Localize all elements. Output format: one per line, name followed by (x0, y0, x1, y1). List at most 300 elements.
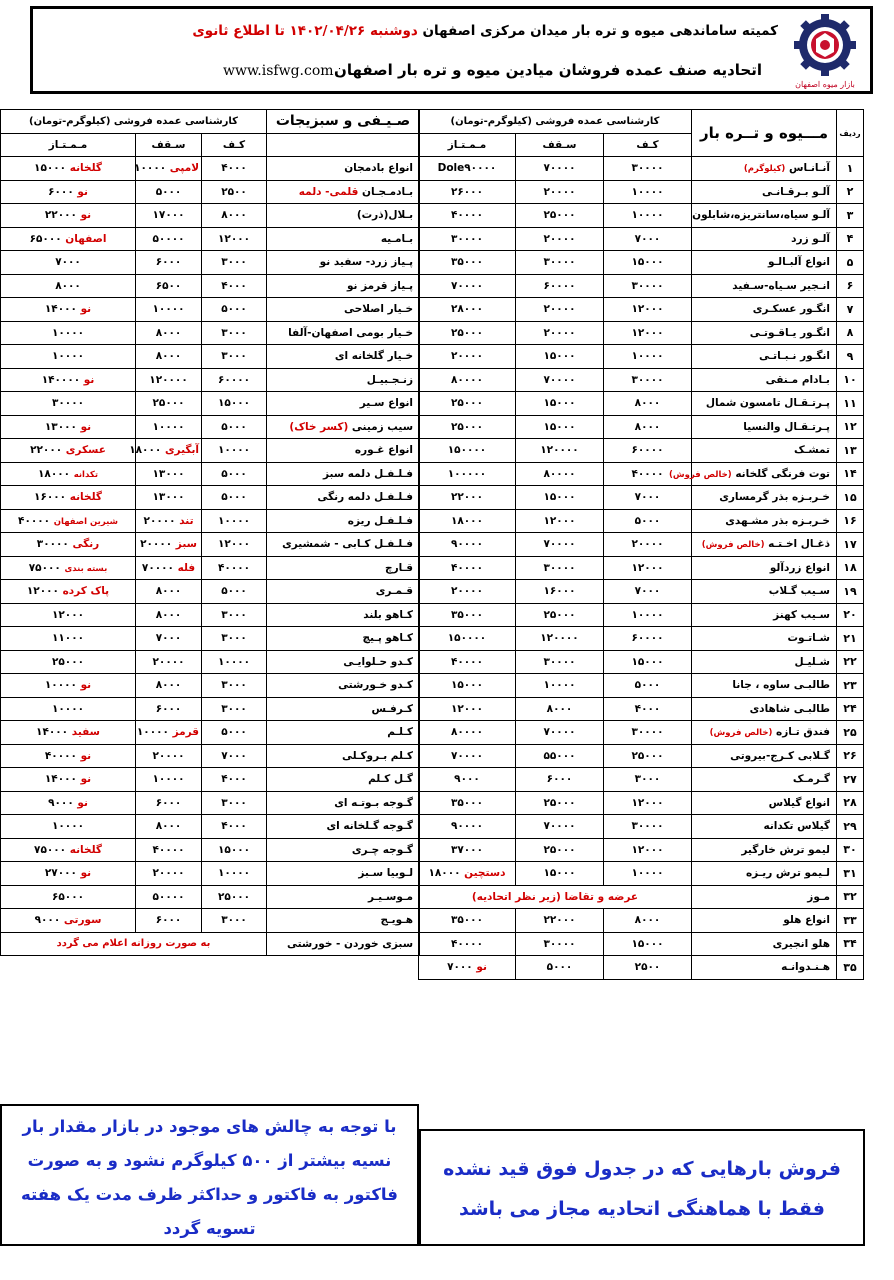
fruit-name-cell (692, 298, 837, 322)
veg-name-cell (267, 368, 420, 392)
fruit-max-price: ۷۰۰۰۰ (516, 815, 604, 839)
fruit-premium-cell (418, 603, 515, 627)
fruit-premium-price: ۹۰۰۰ (454, 773, 480, 786)
veg-name: انواع بادمجان (344, 162, 414, 175)
veg-premium-price: ۱۲۰۰۰ (26, 585, 59, 598)
fruit-premium-price: ۲۰۰۰۰ (450, 585, 483, 598)
fruit-max-price: ۱۰۰۰۰ (516, 674, 604, 698)
veg-min-price: ۵۰۰۰ (202, 415, 267, 439)
fruit-premium-cell (418, 439, 515, 463)
veg-table-row (1, 462, 420, 486)
veg-max-price: ۸۰۰۰ (155, 326, 182, 339)
fruit-section-title: مـــیوه و تــره بار (692, 110, 837, 157)
veg-min-price: ۴۰۰۰ (202, 768, 267, 792)
veg-name: انواع سـیر (359, 397, 414, 410)
fruit-premium-price: ۴۰۰۰۰ (450, 937, 483, 950)
row-number: ۱۹ (837, 580, 864, 604)
veg-min-price: ۳۰۰۰ (202, 321, 267, 345)
fruit-min-price: ۸۰۰۰ (604, 909, 692, 933)
veg-premium-note: سورتی (63, 914, 102, 927)
veg-max-cell (136, 227, 202, 251)
header-validity: تا اطلاع ثانوی (192, 23, 285, 39)
row-number: ۳۱ (837, 862, 864, 886)
row-number: ۳۲ (837, 885, 864, 909)
veg-premium-price: ۸۰۰۰ (55, 279, 81, 292)
row-number: ۲۲ (837, 650, 864, 674)
veg-max-price: ۸۰۰۰ (155, 350, 182, 363)
veg-name: قـارچ (385, 561, 414, 574)
veg-premium-note: نو (80, 773, 92, 786)
veg-min-price: ۱۰۰۰۰ (202, 509, 267, 533)
fruit-premium-cell (418, 274, 515, 298)
veg-table-row (1, 556, 420, 580)
vegetable-price-table (0, 109, 420, 956)
veg-name-cell (267, 627, 420, 651)
veg-min-price: ۴۰۰۰ (202, 157, 267, 181)
veg-max-price: ۶۰۰۰ (155, 914, 182, 927)
veg-premium-price: ۳۰۰۰۰ (51, 397, 85, 410)
fruit-name: لیمو ترش خارگیر (741, 843, 830, 856)
veg-table-row (1, 862, 420, 886)
row-number: ۳۵ (837, 956, 864, 980)
veg-name: کـاهو بلند (363, 608, 414, 621)
veg-table-row (1, 204, 420, 228)
fruit-min-price: ۱۲۰۰۰ (604, 838, 692, 862)
veg-min-price: ۵۰۰۰ (202, 721, 267, 745)
row-number: ۲۶ (837, 744, 864, 768)
fruit-name-cell (692, 368, 837, 392)
veg-max-cell (136, 603, 202, 627)
fruit-name: توت فرنگی گلخانه (735, 467, 830, 480)
fruit-max-price: ۲۵۰۰۰ (516, 204, 604, 228)
fruit-name-cell (692, 627, 837, 651)
fruit-premium-cell (418, 909, 515, 933)
veg-table-row (1, 415, 420, 439)
fruit-min-price: ۲۵۰۰ (604, 956, 692, 980)
veg-premium-price: ۱۸۰۰۰ (38, 467, 71, 480)
union-logo (786, 13, 864, 89)
veg-table-row (1, 580, 420, 604)
row-number: ۲ (837, 180, 864, 204)
veg-premium-note: تکدانه (73, 469, 99, 480)
veg-premium-cell (1, 298, 136, 322)
fruit-premium-cell (418, 533, 515, 557)
logo-caption: بازار میوه اصفهان (795, 80, 855, 89)
fruit-premium-price: ۲۵۰۰۰ (450, 397, 483, 410)
veg-max-cell (136, 345, 202, 369)
fruit-name: انگـور عسکـری (752, 303, 830, 316)
fruit-premium-price: ۸۰۰۰۰ (450, 373, 483, 386)
fruit-premium-cell (418, 345, 515, 369)
veg-name-cell (267, 580, 420, 604)
veg-premium-price: ۱۴۰۰۰ (44, 303, 77, 316)
veg-name: بـامـیه (380, 232, 414, 245)
veg-premium-price: ۱۵۰۰۰ (34, 162, 67, 175)
veg-name-cell (267, 815, 420, 839)
veg-max-cell (136, 533, 202, 557)
veg-min-price: ۱۲۰۰۰ (202, 533, 267, 557)
fruit-premium-price: ۹۰۰۰۰ (450, 820, 483, 833)
veg-premium-cell (1, 697, 136, 721)
veg-name: گـل کـلم (368, 773, 414, 786)
fruit-max-price: ۲۵۰۰۰ (516, 603, 604, 627)
veg-max-note: تند (179, 514, 194, 527)
veg-premium-cell (1, 815, 136, 839)
veg-premium-note: گلخانه (69, 843, 102, 856)
veg-table-row (1, 932, 420, 956)
veg-table-row (1, 321, 420, 345)
veg-max-price: ۱۳۰۰۰ (152, 467, 185, 480)
fruit-premium-price: ۱۵۰۰۰ (450, 679, 483, 692)
veg-min-price: ۳۰۰۰ (202, 674, 267, 698)
veg-premium-cell (1, 721, 136, 745)
veg-premium-cell (1, 885, 136, 909)
veg-name: خـیار اصلاحی (344, 303, 414, 316)
fruit-name: پـرتـقـال تامسون شمال (705, 397, 830, 410)
fruit-premium-cell (418, 298, 515, 322)
fruit-name-cell (692, 533, 837, 557)
veg-premium-note: اصفهان (65, 232, 107, 245)
veg-name: سیب زمینی (351, 420, 414, 433)
fruit-min-price: ۶۰۰۰۰ (604, 439, 692, 463)
veg-premium-price: ۷۵۰۰۰ (28, 561, 61, 574)
veg-max-price: ۱۰۰۰۰ (152, 303, 185, 316)
veg-premium-note: نو (80, 420, 92, 433)
veg-max-price: ۱۰۰۰۰ (134, 162, 167, 175)
veg-name-cell (267, 862, 420, 886)
veg-premium-cell (1, 533, 136, 557)
veg-max-price: ۷۰۰۰۰ (141, 561, 174, 574)
fruit-max-price: ۱۵۰۰۰ (516, 862, 604, 886)
veg-max-note: سبز (175, 538, 197, 551)
fruit-max-price: ۱۲۰۰۰۰ (516, 439, 604, 463)
fruit-name: انواع هلو (783, 914, 830, 927)
fruit-premium-cell (418, 368, 515, 392)
row-number: ۱ (837, 157, 864, 181)
fruit-min-price: ۳۰۰۰۰ (604, 721, 692, 745)
fruit-premium-price: ۴۰۰۰۰ (450, 561, 483, 574)
veg-name-cell (267, 744, 420, 768)
fruit-min-price: ۲۵۰۰۰ (604, 744, 692, 768)
fruit-premium-cell (418, 204, 515, 228)
header-date: دوشنبه ۱۴۰۲/۰۴/۲۶ (289, 23, 418, 39)
veg-table-row (1, 603, 420, 627)
veg-premium-cell (1, 509, 136, 533)
header-committee: کمیته ساماندهی میوه و تره بار میدان مرکزی اصفهان (422, 23, 778, 39)
header-website-link[interactable]: www.isfwg.com (223, 63, 334, 79)
fruit-name: انگـور یـاقـوتـی (749, 326, 830, 339)
veg-name: هـویـج (380, 914, 414, 927)
fruit-premium-cell (418, 768, 515, 792)
veg-max-cell (136, 885, 202, 909)
row-number: ۷ (837, 298, 864, 322)
fruit-name: آلـو زرد (791, 232, 830, 245)
fruit-premium-price: ۷۰۰۰۰ (450, 749, 483, 762)
veg-min-price: ۱۵۰۰۰ (202, 392, 267, 416)
fruit-max-price: ۵۰۰۰ (516, 956, 604, 980)
veg-premium-cell (1, 674, 136, 698)
veg-table-row (1, 815, 420, 839)
fruit-premium-price: ۴۰۰۰۰ (450, 209, 483, 222)
fruit-min-price: ۱۵۰۰۰ (604, 932, 692, 956)
fruit-max-price: ۲۵۰۰۰ (516, 838, 604, 862)
fruit-premium-note: نو (476, 961, 487, 974)
fruit-premium-cell (418, 721, 515, 745)
row-number: ۱۵ (837, 486, 864, 510)
veg-max-cell (136, 580, 202, 604)
fruit-name: گیلاس تکدانه (763, 820, 830, 833)
veg-table-row (1, 838, 420, 862)
veg-col-min: کـف (202, 133, 267, 157)
veg-premium-price: ۱۴۰۰۰ (36, 726, 69, 739)
fruit-max-price: ۱۵۰۰۰ (516, 486, 604, 510)
veg-min-price: ۵۰۰۰ (202, 486, 267, 510)
fruit-premium-cell (418, 486, 515, 510)
veg-premium-price: ۳۰۰۰۰ (36, 538, 69, 551)
fruit-table-row (30, 956, 863, 980)
veg-max-cell (136, 321, 202, 345)
veg-name-note: قلمی- دلمه (298, 185, 359, 198)
veg-name-cell (267, 791, 420, 815)
fruit-name: فندق تـازه (776, 726, 830, 739)
veg-min-price: ۸۰۰۰ (202, 204, 267, 228)
veg-min-price: ۳۰۰۰ (202, 603, 267, 627)
veg-name-cell (267, 768, 420, 792)
fruit-max-price: ۲۰۰۰۰ (516, 180, 604, 204)
veg-premium-note: رنگی (72, 538, 100, 551)
veg-name-cell (267, 298, 420, 322)
fruit-max-price: ۷۰۰۰۰ (516, 368, 604, 392)
veg-max-cell (136, 838, 202, 862)
veg-max-cell (136, 721, 202, 745)
fruit-premium-cell (418, 321, 515, 345)
veg-name-cell (267, 603, 420, 627)
fruit-name: هـنـدوانـه (781, 961, 830, 974)
row-number: ۲۰ (837, 603, 864, 627)
veg-premium-price: ۶۰۰۰ (48, 185, 74, 198)
fruit-name-cell (692, 439, 837, 463)
veg-name: کـاهو پـیچ (362, 632, 414, 645)
veg-premium-price: ۱۰۰۰۰ (51, 350, 85, 363)
fruit-min-price: ۷۰۰۰ (604, 580, 692, 604)
veg-name-spacer (267, 133, 420, 157)
fruit-premium-cell (418, 674, 515, 698)
veg-name: زنـجـبیـل (366, 373, 414, 386)
veg-premium-price: ۴۰۰۰۰ (18, 514, 51, 527)
fruit-premium-price: ۳۵۰۰۰ (450, 608, 483, 621)
veg-premium-cell (1, 157, 136, 181)
fruit-name: آلـو بـرقـانـی (762, 185, 830, 198)
veg-max-cell (136, 368, 202, 392)
fruit-max-price: ۲۲۰۰۰ (516, 909, 604, 933)
veg-premium-price: ۹۰۰۰ (48, 796, 74, 809)
veg-premium-price: ۶۵۰۰۰ (29, 232, 62, 245)
veg-name: گـوجه بـوتـه ای (334, 796, 414, 809)
veg-name: گـوجه گـلخانه ای (326, 820, 414, 833)
veg-premium-note: گلخانه (69, 491, 102, 504)
veg-table-row (1, 721, 420, 745)
veg-name-cell (267, 721, 420, 745)
row-number: ۱۱ (837, 392, 864, 416)
fruit-name-cell (692, 768, 837, 792)
fruit-premium-cell (418, 415, 515, 439)
fruit-premium-cell (418, 580, 515, 604)
veg-name-cell (267, 439, 420, 463)
veg-max-price: ۶۰۰۰ (155, 256, 182, 269)
veg-max-cell (136, 462, 202, 486)
veg-max-price: ۱۲۰۰۰۰ (149, 373, 188, 386)
veg-name-cell (267, 321, 420, 345)
veg-premium-price: ۱۳۰۰۰ (44, 420, 77, 433)
fruit-max-price: ۳۰۰۰۰ (516, 251, 604, 275)
veg-table-row (1, 533, 420, 557)
veg-premium-note: نو (80, 303, 92, 316)
veg-table-row (1, 439, 420, 463)
fruit-name: گـلابی کـرج-بیروتی (730, 749, 830, 762)
fruit-premium-price: ۲۶۰۰۰ (450, 185, 483, 198)
veg-table-row (1, 227, 420, 251)
fruit-min-price: ۱۲۰۰۰ (604, 556, 692, 580)
veg-premium-cell (1, 768, 136, 792)
veg-premium-cell (1, 462, 136, 486)
row-number: ۲۳ (837, 674, 864, 698)
fruit-min-price: ۳۰۰۰ (604, 768, 692, 792)
fruit-premium-price: ۲۰۰۰۰ (450, 350, 483, 363)
veg-premium-price: ۱۲۰۰۰ (51, 608, 85, 621)
veg-premium-cell (1, 791, 136, 815)
fruit-max-price: ۱۲۰۰۰ (516, 509, 604, 533)
veg-min-price: ۵۰۰۰ (202, 462, 267, 486)
row-number: ۶ (837, 274, 864, 298)
fruit-name: طالبـی ساوه ، جانا (732, 679, 830, 692)
veg-table-row (1, 486, 420, 510)
veg-min-price: ۳۰۰۰ (202, 697, 267, 721)
fruit-premium-price: ۱۲۰۰۰ (450, 702, 483, 715)
row-number: ۱۶ (837, 509, 864, 533)
veg-min-price: ۳۰۰۰ (202, 791, 267, 815)
veg-premium-cell (1, 439, 136, 463)
veg-table-body (1, 157, 420, 956)
veg-name: مـوسـیـر (368, 890, 414, 903)
fruit-premium-price: ۹۰۰۰۰ (450, 538, 483, 551)
fruit-col-premium: مـمـتـاز (418, 133, 515, 157)
fruit-min-price: ۳۰۰۰۰ (604, 274, 692, 298)
veg-section-title: صـیـفی و سبزیجات (267, 110, 420, 134)
veg-name-cell (267, 909, 420, 933)
row-number: ۳ (837, 204, 864, 228)
veg-max-cell (136, 909, 202, 933)
veg-max-cell (136, 180, 202, 204)
fruit-name-cell (692, 674, 837, 698)
fruit-name-cell (692, 932, 837, 956)
fruit-name: انواع آلبـالـو (767, 256, 830, 269)
veg-min-price: ۲۵۰۰ (202, 180, 267, 204)
fruit-premium-cell (418, 392, 515, 416)
fruit-name-note: (کیلوگرم) (743, 164, 786, 175)
fruit-max-price: ۱۶۰۰۰ (516, 580, 604, 604)
fruit-min-price: ۵۰۰۰ (604, 509, 692, 533)
fruit-name: آنـانـاس (788, 162, 830, 175)
fruit-min-price: ۱۰۰۰۰ (604, 603, 692, 627)
veg-min-price: ۵۰۰۰ (202, 580, 267, 604)
veg-name: کـرفـس (371, 702, 414, 715)
veg-table-row (1, 650, 420, 674)
veg-name: بـلال(ذرت) (356, 209, 414, 222)
header-union-name: اتحادیه صنف عمده فروشان میادین میوه و تره بار اصفهان (334, 61, 762, 79)
veg-premium-note: عسکری (65, 444, 106, 457)
fruit-premium-cell (418, 627, 515, 651)
veg-name-cell (267, 509, 420, 533)
veg-table-row (1, 157, 420, 181)
veg-table-row (1, 909, 420, 933)
fruit-name-cell (692, 392, 837, 416)
veg-premium-price: ۱۰۰۰۰ (51, 326, 85, 339)
fruit-premium-price: Dole۹۰۰۰۰ (437, 162, 497, 175)
fruit-premium-cell (418, 227, 515, 251)
veg-premium-note: پاک کرده (62, 585, 110, 598)
veg-table-row (1, 251, 420, 275)
veg-name: فـلـفـل کـابی - شمشیری (282, 538, 414, 551)
fruit-max-price: ۱۵۰۰۰ (516, 415, 604, 439)
veg-max-cell (129, 439, 202, 463)
veg-name: پـیاز قرمز نو (346, 279, 414, 292)
veg-max-price: ۲۰۰۰۰ (152, 655, 185, 668)
veg-max-price: ۲۰۰۰۰ (140, 538, 173, 551)
fruit-min-price: ۳۰۰۰۰ (604, 157, 692, 181)
fruit-max-price: ۱۵۰۰۰ (516, 392, 604, 416)
veg-premium-cell (1, 580, 136, 604)
fruit-min-price: ۱۲۰۰۰ (604, 321, 692, 345)
fruit-premium-note: دستچین (464, 867, 506, 880)
veg-premium-cell (1, 838, 136, 862)
veg-premium-cell (1, 650, 136, 674)
veg-name-cell (267, 838, 420, 862)
fruit-name: انواع گیلاس (768, 796, 830, 809)
fruit-name-note: (خالص فروش) (701, 540, 765, 551)
fruit-name: طالبـی شاهادی (749, 702, 830, 715)
veg-premium-price: ۹۰۰۰ (34, 914, 61, 927)
header-line-1 (192, 23, 778, 39)
veg-premium-note: سفید (71, 726, 100, 739)
veg-name-cell (267, 462, 420, 486)
fruit-premium-price: ۸۰۰۰۰ (450, 726, 483, 739)
veg-col-max: سـقف (136, 133, 202, 157)
fruit-name: هلو انجیری (772, 937, 830, 950)
veg-name: پـیاز زرد- سفید نو (319, 256, 414, 269)
header-box (30, 6, 873, 94)
veg-max-price: ۱۰۰۰۰ (152, 773, 185, 786)
veg-table-row (1, 345, 420, 369)
veg-premium-note: گلخانه (69, 162, 102, 175)
row-number: ۹ (837, 345, 864, 369)
fruit-min-price: ۳۰۰۰۰ (604, 368, 692, 392)
fruit-premium-price: ۷۰۰۰ (447, 961, 473, 974)
fruit-premium-price: ۳۵۰۰۰ (450, 796, 483, 809)
row-number: ۲۸ (837, 791, 864, 815)
fruit-premium-cell (418, 791, 515, 815)
veg-name: قـمـری (375, 585, 414, 598)
veg-group-header: کارشناسی عمده فروشی (کیلوگرم-تومان) (1, 110, 267, 134)
veg-name: کـدو حـلوایـی (343, 655, 414, 668)
veg-premium-price: ۱۰۰۰۰ (51, 820, 85, 833)
veg-name: بـادمـجـان (362, 185, 414, 198)
row-number: ۱۳ (837, 439, 864, 463)
row-number: ۵ (837, 251, 864, 275)
veg-max-price: ۲۰۰۰۰ (152, 749, 185, 762)
fruit-name-cell (692, 204, 837, 228)
fruit-premium-cell (418, 650, 515, 674)
row-number: ۱۴ (837, 462, 864, 486)
